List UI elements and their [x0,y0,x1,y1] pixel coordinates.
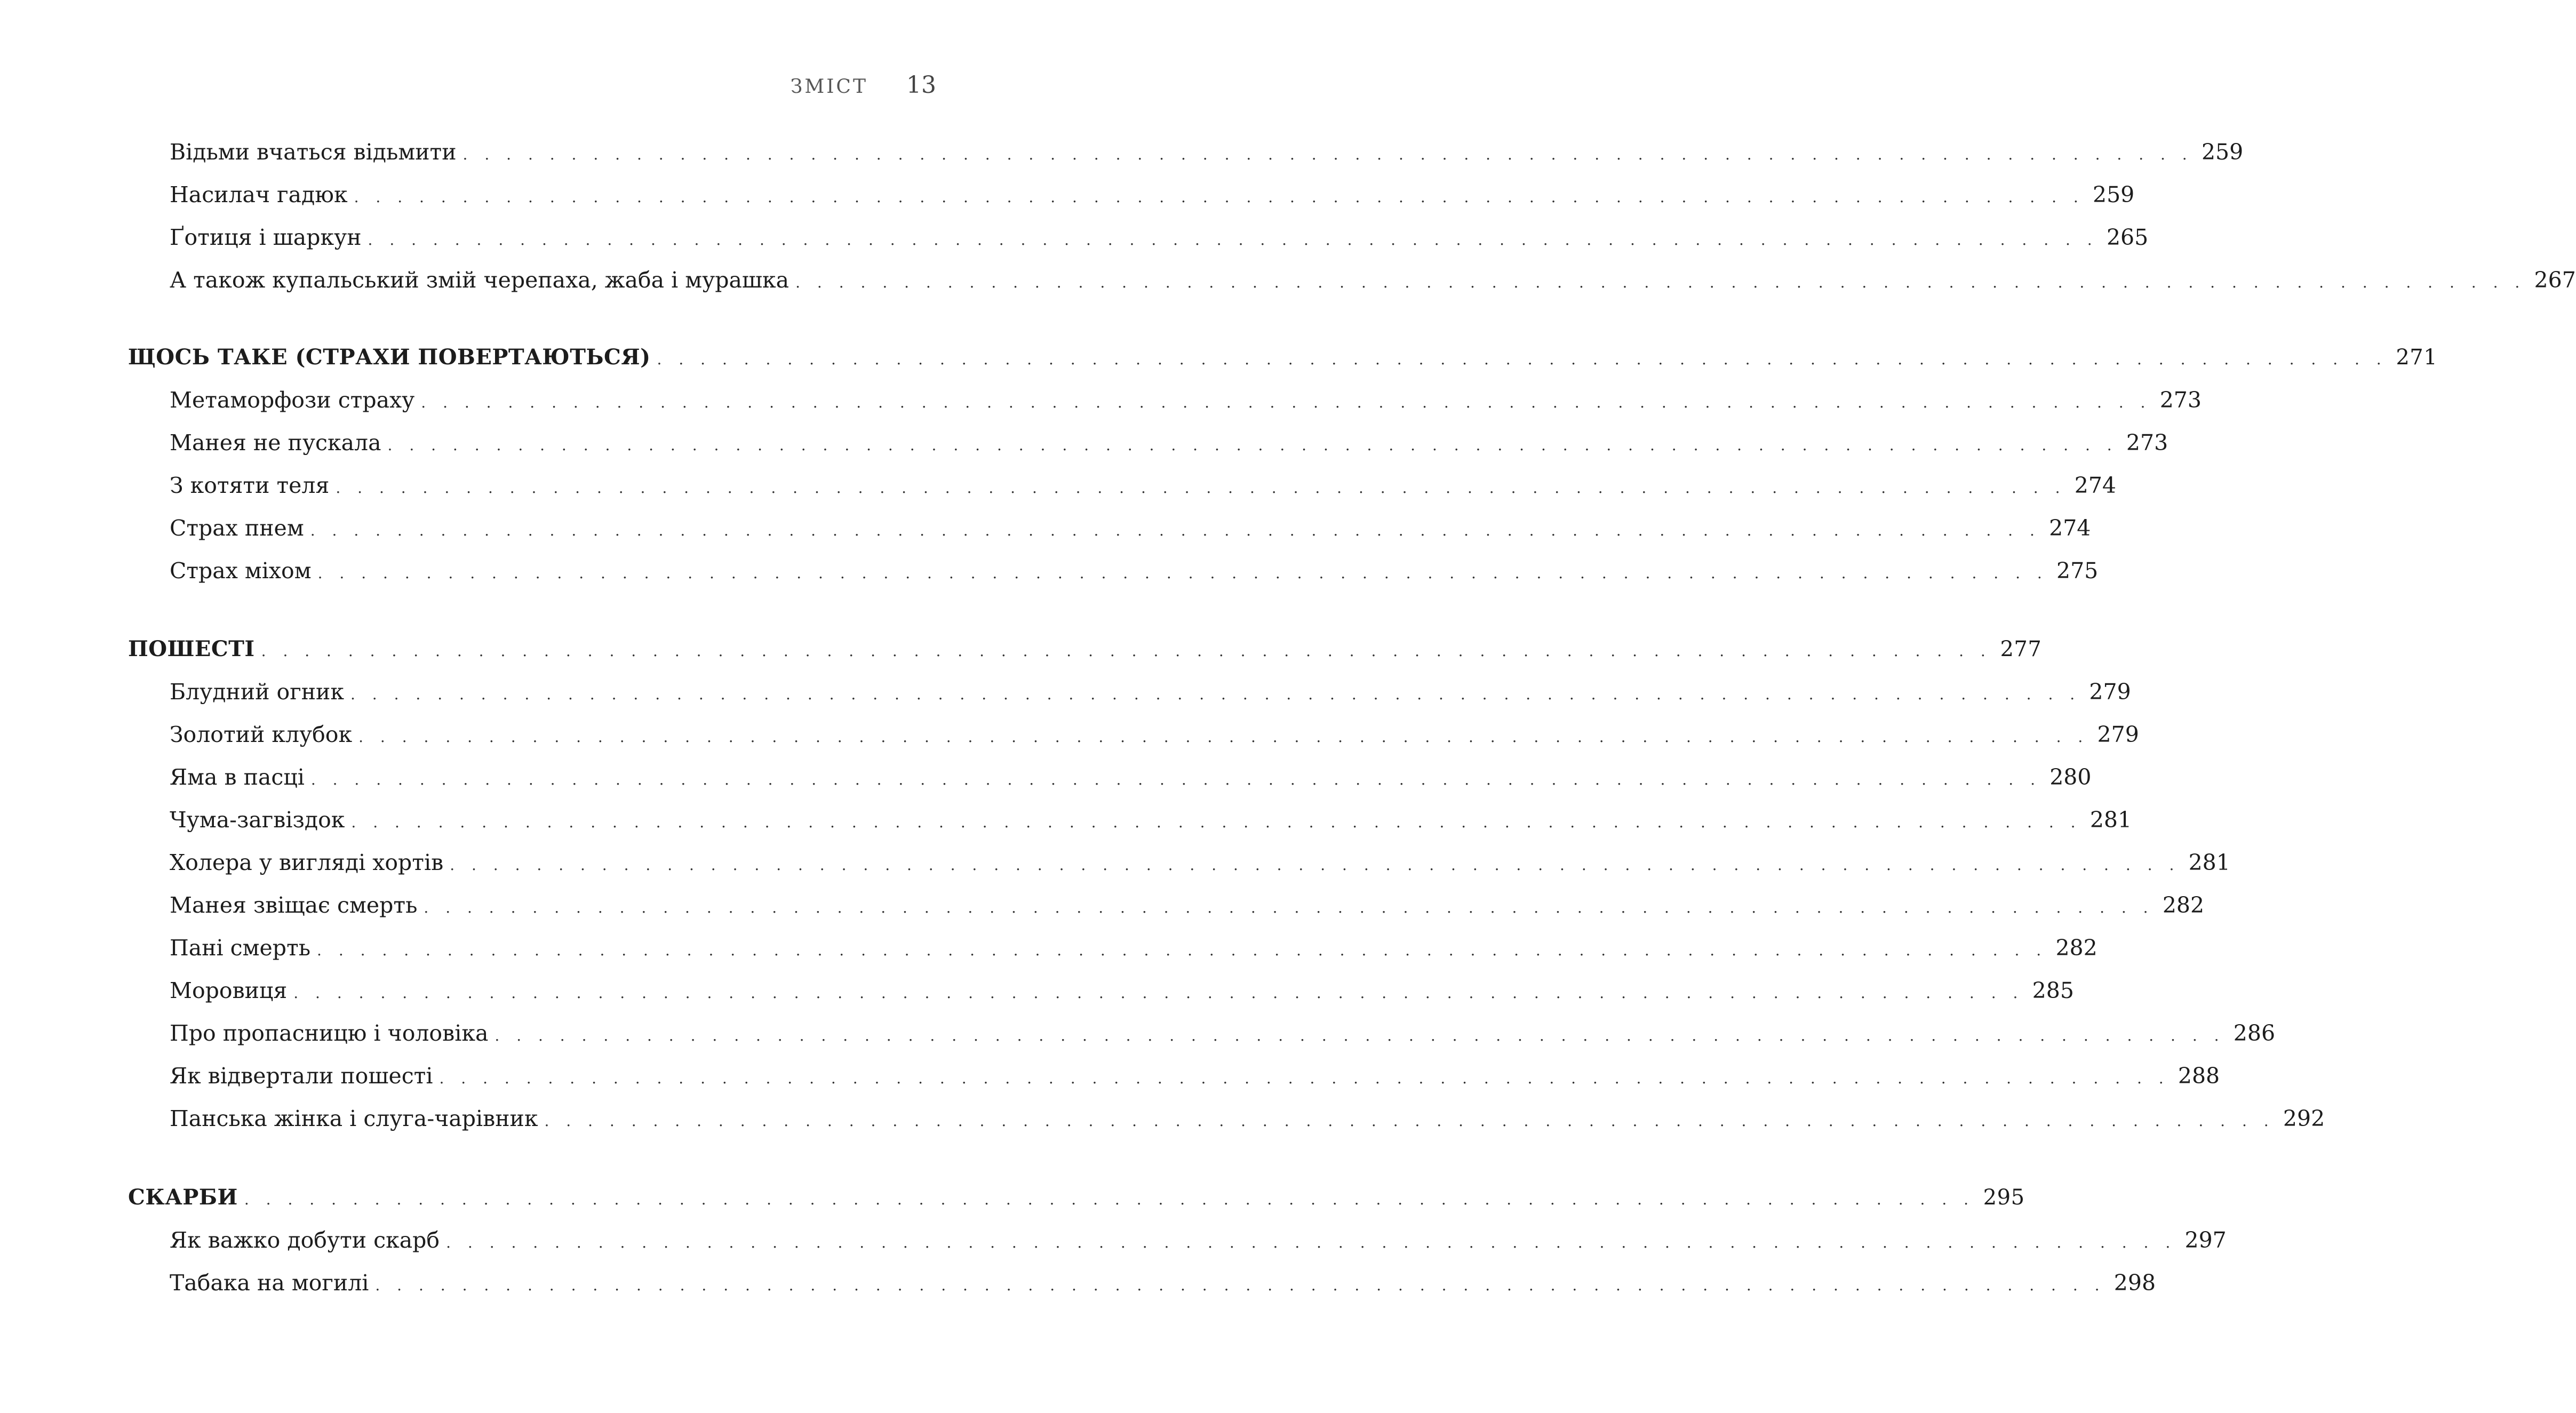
dot-leader: . . . . . . . . . . . . . . . . . . . . . . . . . . . . . . . . . . . . . . . . . . . . . . . . . . . . . . . . . . . . . . . . . . . . . . . . . . . . . . . . [544,1112,2275,1130]
header-page-number: 13 [906,71,936,99]
dot-leader: . . . . . . . . . . . . . . . . . . . . . . . . . . . . . . . . . . . . . . . . . . . . . . . . . . . . . . . . . . . . . . . . . . . . . . . . . . . . . . . . [293,984,2024,1002]
dot-leader: . . . . . . . . . . . . . . . . . . . . . . . . . . . . . . . . . . . . . . . . . . . . . . . . . . . . . . . . . . . . . . . . . . . . . . . . . . . . . . . . [310,771,2041,788]
toc-entry-page: 297 [2184,1227,2227,1253]
dot-leader: . . . . . . . . . . . . . . . . . . . . . . . . . . . . . . . . . . . . . . . . . . . . . . . . . . . . . . . . . . . . . . . . . . . . . . . . . . . . . . . . [354,188,2085,206]
toc-entry-page: 274 [2074,473,2117,498]
toc-entry-page: 280 [2049,764,2092,790]
toc-entry-page: 288 [2178,1063,2220,1089]
dot-leader: . . . . . . . . . . . . . . . . . . . . . . . . . . . . . . . . . . . . . . . . . . . . . . . . . . . . . . . . . . . . . . . . . . . . . . . . . . . . . . . . [368,231,2099,249]
toc-entry[interactable] [170,1017,2276,1049]
toc-entry-title: Як важко добути скарб [170,1227,440,1253]
toc-entry[interactable] [170,264,2576,296]
dot-leader: . . . . . . . . . . . . . . . . . . . . . . . . . . . . . . . . . . . . . . . . . . . . . . . . . . . . . . . . . . . . . . . . . . . . . . . . . . . . . . . . [446,1234,2176,1251]
toc-entry-page: 279 [2097,722,2139,747]
dot-leader: . . . . . . . . . . . . . . . . . . . . . . . . . . . . . . . . . . . . . . . . . . . . . . . . . . . . . . . . . . . . . . . . . . . . . . . . . . . . . . . . [350,685,2081,703]
toc-entry[interactable] [170,221,2149,253]
dot-leader: . . . . . . . . . . . . . . . . . . . . . . . . . . . . . . . . . . . . . . . . . . . . . . . . . . . . . . . . . . . . . . . . . . . . . . . . . . . . . . . . [375,1276,2106,1294]
toc-entry-page: 259 [2093,182,2135,207]
toc-entry[interactable] [170,847,2230,879]
dot-leader: . . . . . . . . . . . . . . . . . . . . . . . . . . . . . . . . . . . . . . . . . . . . . . . . . . . . . . . . . . . . . . . . . . . . . . . . . . . . . . . . [358,728,2089,746]
running-header [791,71,936,99]
toc-entry-page: 298 [2114,1270,2156,1296]
header-title: ЗМІСТ [790,76,868,98]
dot-leader: . . . . . . . . . . . . . . . . . . . . . . . . . . . . . . . . . . . . . . . . . . . . . . . . . . . . . . . . . . . . . . . . . . . . . . . . . . . . . . . . [310,522,2041,539]
toc-entry[interactable] [170,804,2132,836]
toc-entry-title: Ґотиця і шаркун [170,225,362,250]
dot-leader: . . . . . . . . . . . . . . . . . . . . . . . . . . . . . . . . . . . . . . . . . . . . . . . . . . . . . . . . . . . . . . . . . . . . . . . . . . . . . . . . [261,642,1992,660]
dot-leader: . . . . . . . . . . . . . . . . . . . . . . . . . . . . . . . . . . . . . . . . . . . . . . . . . . . . . . . . . . . . . . . . . . . . . . . . . . . . . . . . [795,274,2526,291]
toc-entry-title: Золотий клубок [170,722,353,747]
dot-leader: . . . . . . . . . . . . . . . . . . . . . . . . . . . . . . . . . . . . . . . . . . . . . . . . . . . . . . . . . . . . . . . . . . . . . . . . . . . . . . . . [336,479,2067,497]
toc-entry[interactable] [170,555,2099,587]
toc-entry-page: 282 [2055,935,2098,961]
toc-entry[interactable] [170,889,2205,921]
toc-entry-page: 273 [2159,387,2202,413]
toc-entry-title: Страх міхом [170,558,312,584]
toc-entry-page: 273 [2126,430,2168,456]
toc-entry[interactable] [170,932,2098,964]
toc-section-heading[interactable] [128,341,2438,373]
toc-section-page: 277 [2000,637,2042,661]
toc-entry-title: Як відвертали пошесті [170,1063,433,1089]
toc-entry-title: Насилач гадюк [170,182,348,207]
toc-entry-title: Табака на могилі [170,1270,369,1296]
toc-entry[interactable] [170,1060,2220,1092]
toc-entry[interactable] [170,179,2135,211]
toc-entry[interactable] [170,1267,2156,1299]
toc-entry[interactable] [170,469,2117,501]
toc-entry[interactable] [170,1224,2227,1256]
toc-entry-title: Блудний огник [170,679,344,705]
toc-entry[interactable] [170,136,2244,168]
toc-entry-page: 282 [2162,892,2205,918]
toc-entry-title: Холера у вигляді хортів [170,850,444,875]
toc-entry[interactable] [170,512,2091,544]
toc-entry-page: 267 [2534,267,2576,293]
toc-entry-title: Відьми вчаться відьмити [170,139,457,165]
toc-entry-title: З котяти теля [170,473,330,498]
toc-entry[interactable] [170,975,2074,1007]
toc-entry-page: 259 [2201,139,2244,165]
toc-entry[interactable] [170,719,2139,751]
dot-leader: . . . . . . . . . . . . . . . . . . . . . . . . . . . . . . . . . . . . . . . . . . . . . . . . . . . . . . . . . . . . . . . . . . . . . . . . . . . . . . . . [495,1027,2226,1044]
toc-section-page: 271 [2396,345,2438,370]
toc-section-title: ЩОСЬ ТАКЕ (СТРАХИ ПОВЕРТАЮТЬСЯ) [128,345,651,370]
toc-section-heading[interactable] [128,633,2042,665]
dot-leader: . . . . . . . . . . . . . . . . . . . . . . . . . . . . . . . . . . . . . . . . . . . . . . . . . . . . . . . . . . . . . . . . . . . . . . . . . . . . . . . . [387,436,2118,454]
dot-leader: . . . . . . . . . . . . . . . . . . . . . . . . . . . . . . . . . . . . . . . . . . . . . . . . . . . . . . . . . . . . . . . . . . . . . . . . . . . . . . . . [450,856,2180,874]
toc-entry-title: Яма в пасці [170,764,305,790]
dot-leader: . . . . . . . . . . . . . . . . . . . . . . . . . . . . . . . . . . . . . . . . . . . . . . . . . . . . . . . . . . . . . . . . . . . . . . . . . . . . . . . . [244,1191,1975,1208]
toc-entry[interactable] [170,384,2202,416]
dot-leader: . . . . . . . . . . . . . . . . . . . . . . . . . . . . . . . . . . . . . . . . . . . . . . . . . . . . . . . . . . . . . . . . . . . . . . . . . . . . . . . . [462,146,2194,163]
toc-entry-page: 275 [2056,558,2099,584]
toc-entry-page: 285 [2032,978,2074,1003]
dot-leader: . . . . . . . . . . . . . . . . . . . . . . . . . . . . . . . . . . . . . . . . . . . . . . . . . . . . . . . . . . . . . . . . . . . . . . . . . . . . . . . . [424,899,2155,916]
toc-entry-title: Про пропасницю і чоловіка [170,1020,489,1046]
toc-entry-page: 292 [2283,1106,2325,1131]
toc-entry-page: 279 [2089,679,2131,705]
toc-section-heading[interactable] [128,1182,2025,1214]
toc-entry-title: Панська жінка і слуга-чарівник [170,1106,538,1131]
toc-entry-page: 265 [2106,225,2149,250]
toc-entry-title: Манея не пускала [170,430,381,456]
dot-leader: . . . . . . . . . . . . . . . . . . . . . . . . . . . . . . . . . . . . . . . . . . . . . . . . . . . . . . . . . . . . . . . . . . . . . . . . . . . . . . . . [421,394,2151,411]
toc-entry[interactable] [170,676,2131,708]
toc-entry-title: Моровиця [170,978,288,1003]
toc-section-title: СКАРБИ [128,1185,238,1210]
toc-entry[interactable] [170,1103,2325,1135]
toc-entry-title: Метаморфози страху [170,387,415,413]
toc-entry-title: А також купальський змій черепаха, жаба і мурашка [170,267,789,293]
toc-entry-title: Чума-загвіздок [170,807,345,833]
toc-entry-title: Страх пнем [170,515,304,541]
toc-entry-page: 281 [2089,807,2132,833]
toc-entry[interactable] [170,427,2168,459]
dot-leader: . . . . . . . . . . . . . . . . . . . . . . . . . . . . . . . . . . . . . . . . . . . . . . . . . . . . . . . . . . . . . . . . . . . . . . . . . . . . . . . . [317,941,2047,959]
toc-entry-page: 286 [2233,1020,2276,1046]
toc-entry-page: 281 [2188,850,2230,875]
toc-entry-title: Пані смерть [170,935,311,961]
toc-section-title: ПОШЕСТІ [128,636,255,661]
toc-entry[interactable] [170,761,2092,793]
dot-leader: . . . . . . . . . . . . . . . . . . . . . . . . . . . . . . . . . . . . . . . . . . . . . . . . . . . . . . . . . . . . . . . . . . . . . . . . . . . . . . . . [351,813,2082,831]
toc-entry-page: 274 [2049,515,2091,541]
dot-leader: . . . . . . . . . . . . . . . . . . . . . . . . . . . . . . . . . . . . . . . . . . . . . . . . . . . . . . . . . . . . . . . . . . . . . . . . . . . . . . . . [657,350,2388,368]
dot-leader: . . . . . . . . . . . . . . . . . . . . . . . . . . . . . . . . . . . . . . . . . . . . . . . . . . . . . . . . . . . . . . . . . . . . . . . . . . . . . . . . [439,1069,2170,1087]
toc-section-page: 295 [1983,1185,2025,1210]
toc-entry-title: Манея звіщає смерть [170,892,418,918]
dot-leader: . . . . . . . . . . . . . . . . . . . . . . . . . . . . . . . . . . . . . . . . . . . . . . . . . . . . . . . . . . . . . . . . . . . . . . . . . . . . . . . . [317,564,2048,582]
